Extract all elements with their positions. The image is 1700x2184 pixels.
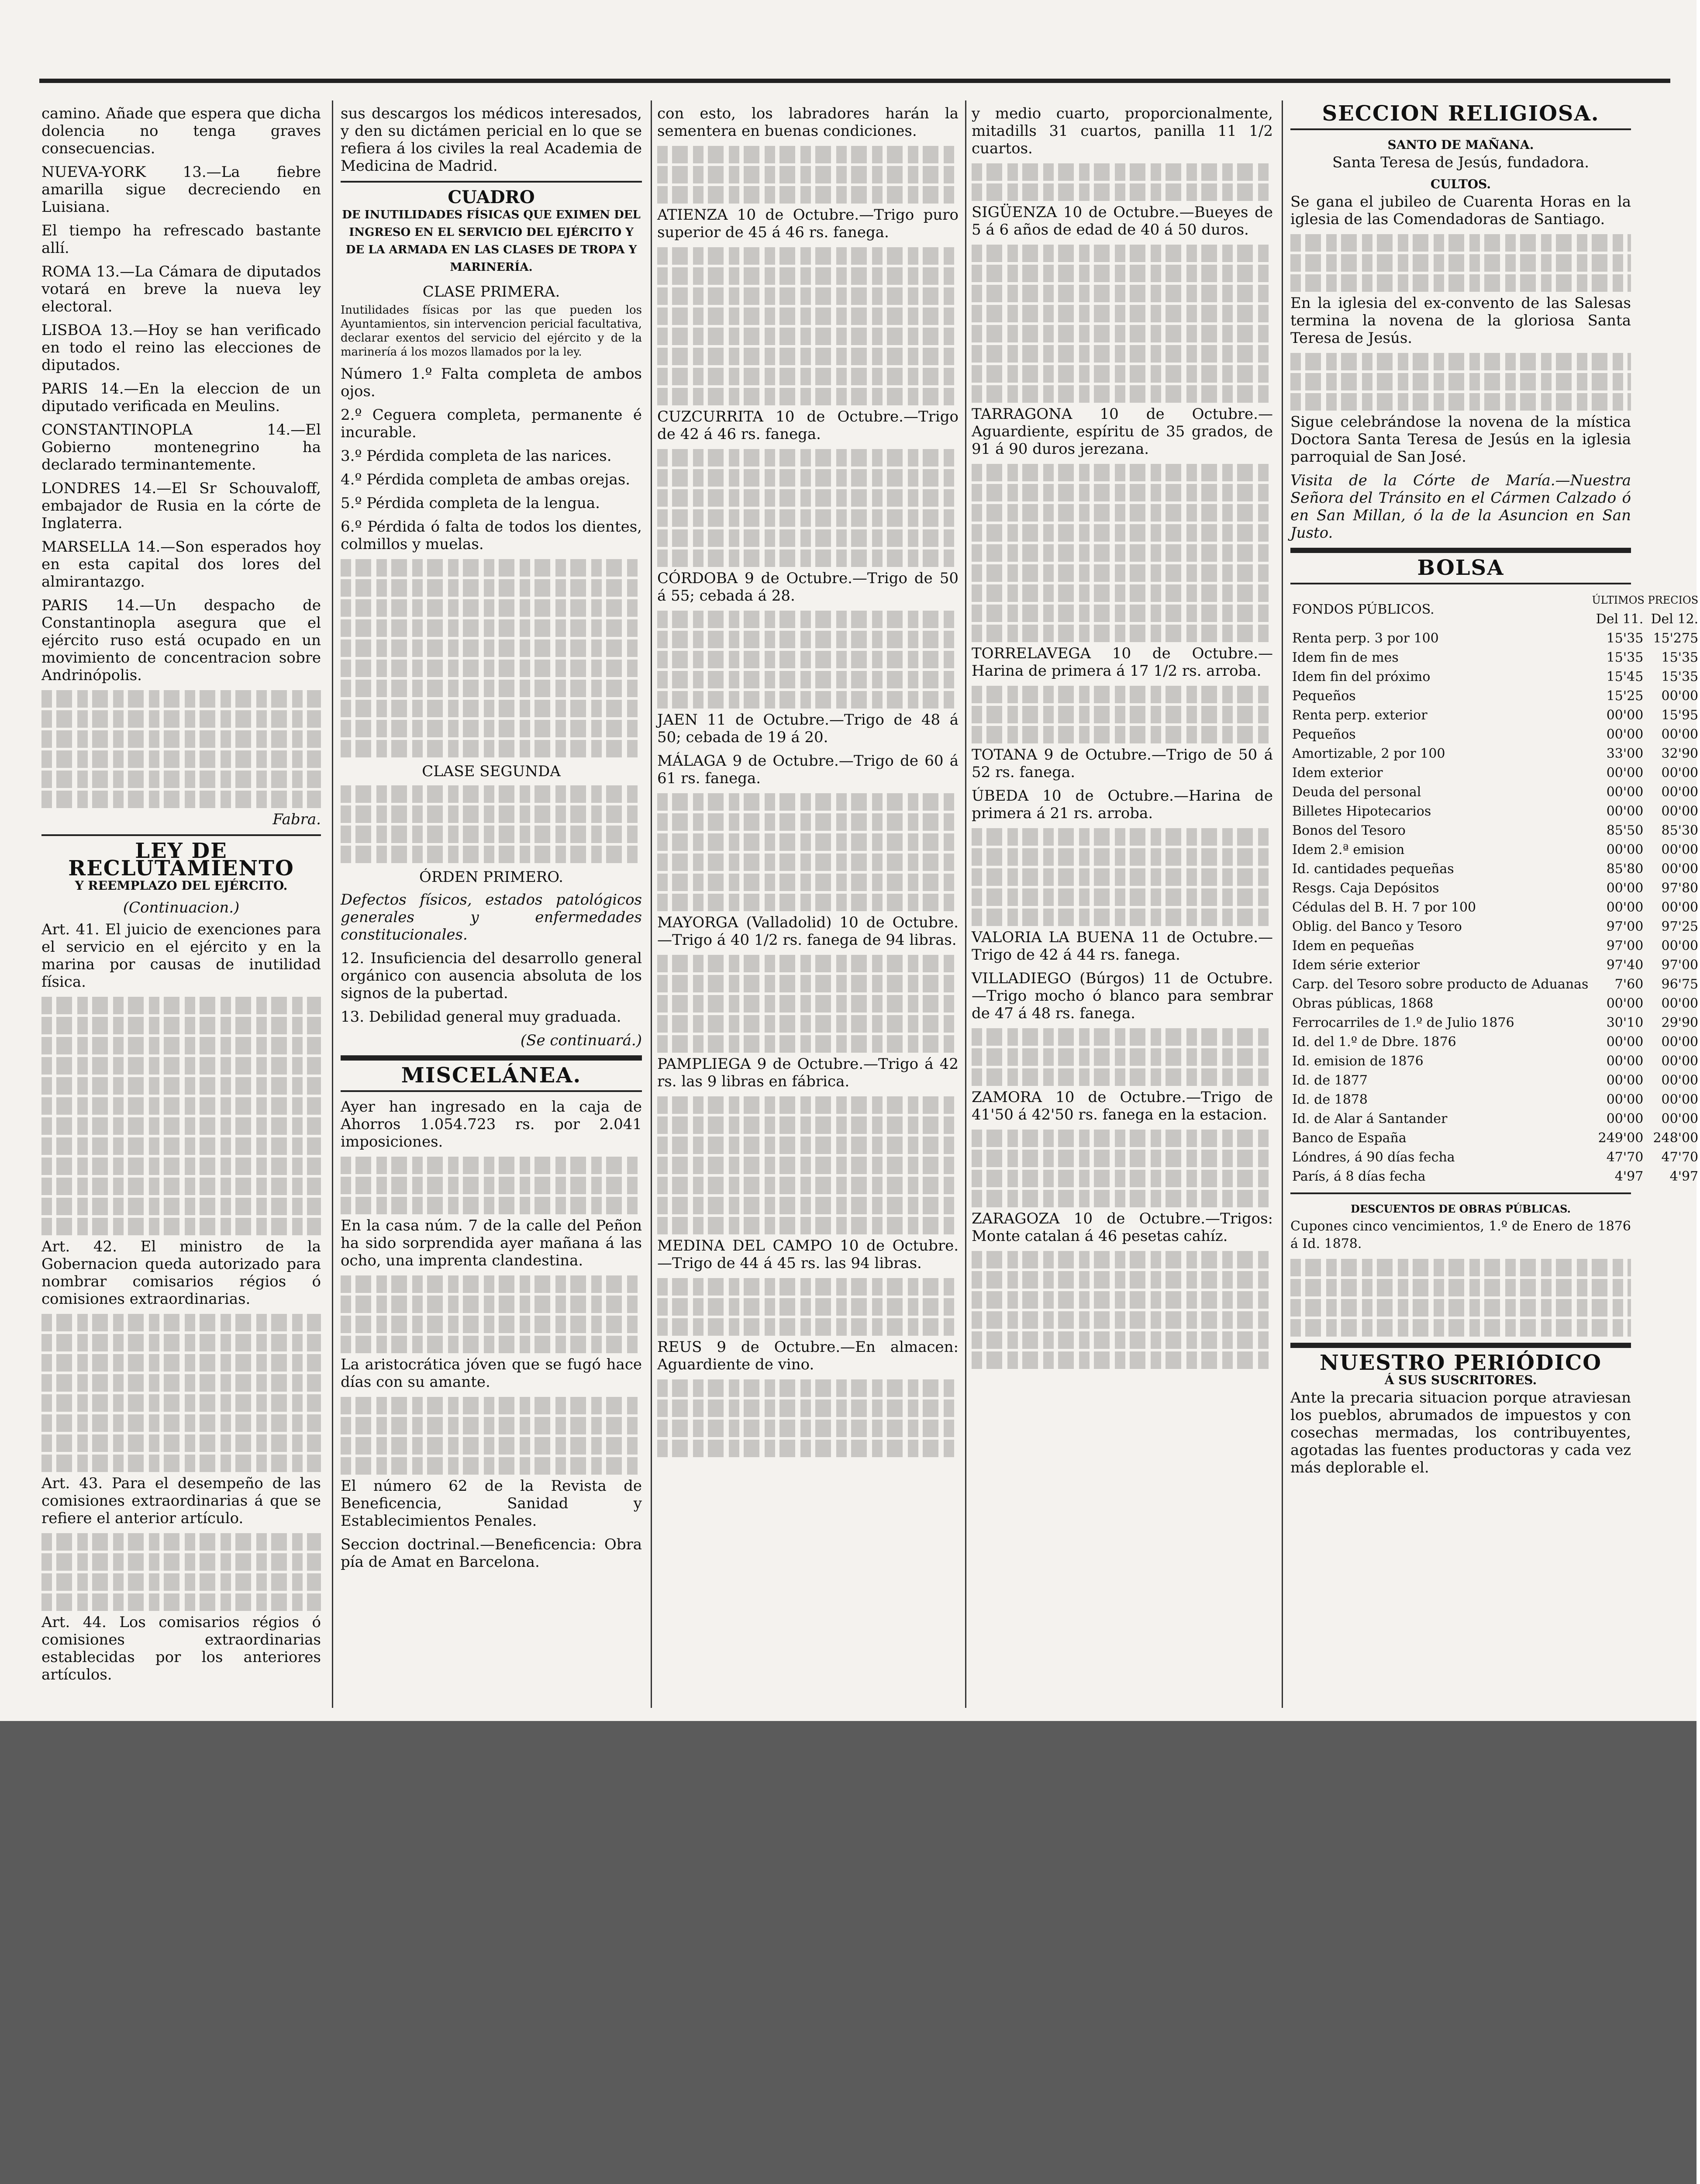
- divider: [1290, 128, 1631, 130]
- text-block: [341, 785, 642, 863]
- stock-price: 97'00: [1606, 919, 1644, 934]
- list-item: 5.º Pérdida completa de la lengua.: [341, 494, 600, 512]
- table-row: [1290, 1129, 1700, 1148]
- table-row: [1290, 898, 1700, 917]
- continuation-note: (Continuacion.): [123, 899, 240, 916]
- stock-price: 97'25: [1661, 919, 1699, 934]
- stock-name: Resgs. Caja Depósitos: [1292, 881, 1439, 896]
- text-block: [657, 1096, 959, 1234]
- text-block: [972, 464, 1273, 642]
- stock-name: Idem 2.ª emision: [1292, 842, 1405, 857]
- paragraph: sus descargos los médicos interesados, y den su dictámen pericial en lo que se refiera á los civiles la real Academia de Medicina de Madrid.: [341, 105, 642, 175]
- stock-price: 248'00: [1653, 1130, 1699, 1146]
- subheading: SANTO DE MAÑANA.: [1387, 138, 1534, 152]
- text-block: [657, 793, 959, 911]
- list-item: 3.º Pérdida completa de las narices.: [341, 447, 612, 465]
- news-item: MARSELLA 14.—Son esperados hoy en esta capital dos lores del almirantazgo.: [41, 538, 321, 591]
- table-row: [1290, 956, 1700, 975]
- paragraph: y medio cuarto, proporcionalmente, mitadills 31 cuartos, panilla 11 1/2 cuartos.: [972, 105, 1273, 157]
- news-item: LONDRES 14.—El Sr Schouvaloff, embajador de Rusia en la córte de Inglaterra.: [41, 480, 321, 532]
- stock-price: 00'00: [1606, 900, 1644, 915]
- stock-price: 00'00: [1606, 784, 1644, 800]
- text-block: [41, 1533, 321, 1611]
- note: Inutilidades físicas por las que pueden los Ayuntamientos, sin intervencion pericial facultativa, declarar exentos del servicio del ejército y de la marinería á los mozos llamados por la ley.: [341, 304, 642, 359]
- section-subtitle: DE INUTILIDADES FÍSICAS QUE EXIMEN DEL INGRESO EN EL SERVICIO DEL EJÉRCITO Y DE LA ARMADA EN LAS CLASES DE TROPA Y MARINERÍA.: [342, 208, 641, 274]
- stock-price: 29'90: [1661, 1015, 1699, 1030]
- text-block: [972, 1251, 1273, 1369]
- top-rule: [39, 79, 1670, 83]
- stock-price: 00'00: [1606, 708, 1644, 723]
- stock-name: Pequeños: [1292, 688, 1356, 704]
- list-item: 4.º Pérdida completa de ambas orejas.: [341, 471, 631, 488]
- text-block: [972, 1130, 1273, 1207]
- table-row: [1290, 744, 1700, 764]
- divider: [341, 1055, 642, 1061]
- stock-name: Cédulas del B. H. 7 por 100: [1292, 900, 1476, 915]
- divider: [41, 834, 321, 836]
- table-row: [1290, 1167, 1700, 1186]
- divider: [341, 1090, 642, 1092]
- stock-price: 00'00: [1661, 804, 1699, 819]
- news-item: ROMA 13.—La Cámara de diputados votará en breve la nueva ley electoral.: [41, 263, 321, 315]
- table-row: [1290, 725, 1700, 744]
- stock-price: 00'00: [1606, 842, 1644, 857]
- paragraph: Ante la precaria situacion porque atraviesan los pueblos, abrumados de impuestos y con cosechas mermadas, los contribuyentes, agotadas las fuentes productoras y cada vez más deplorable el.: [1290, 1389, 1631, 1476]
- table-row: [1290, 917, 1700, 936]
- column-2: [341, 105, 642, 1704]
- divider: [1290, 548, 1631, 553]
- market-report: CÓRDOBA 9 de Octubre.—Trigo de 50 á 55; cebada á 28.: [657, 570, 959, 605]
- stock-price: 00'00: [1661, 1092, 1699, 1107]
- table-row: [1290, 629, 1700, 648]
- stock-price: 30'10: [1606, 1015, 1644, 1030]
- table-row: [1290, 1090, 1700, 1109]
- text-block: [341, 1157, 642, 1214]
- stock-table: [1290, 591, 1700, 1186]
- market-report: MEDINA DEL CAMPO 10 de Octubre.—Trigo de 44 á 45 rs. las 94 libras.: [657, 1237, 959, 1272]
- stock-price: 00'00: [1606, 881, 1644, 896]
- stock-name: Renta perp. 3 por 100: [1292, 631, 1439, 646]
- stock-price: 00'00: [1661, 727, 1699, 742]
- stock-name: Ferrocarriles de 1.º de Julio 1876: [1292, 1015, 1514, 1030]
- stock-price: 00'00: [1606, 765, 1644, 781]
- stock-price: 249'00: [1598, 1130, 1644, 1146]
- table-header: FONDOS PÚBLICOS.: [1292, 602, 1434, 617]
- table-row: [1290, 994, 1700, 1013]
- stock-name: Amortizable, 2 por 100: [1292, 746, 1445, 761]
- market-report: ZAMORA 10 de Octubre.—Trigo de 41'50 á 42'50 rs. fanega en la estacion.: [972, 1089, 1273, 1123]
- class-heading: CLASE PRIMERA.: [422, 283, 560, 301]
- divider: [341, 181, 642, 183]
- stock-price: 47'70: [1661, 1150, 1699, 1165]
- paragraph: El número 62 de la Revista de Beneficencia, Sanidad y Establecimientos Penales.: [341, 1477, 642, 1530]
- column-separator: [332, 100, 333, 1708]
- stock-name: Carp. del Tesoro sobre producto de Aduanas: [1292, 977, 1589, 992]
- market-report: MÁLAGA 9 de Octubre.—Trigo de 60 á 61 rs. fanega.: [657, 752, 959, 787]
- stock-price: 47'70: [1606, 1150, 1644, 1165]
- text-block: [657, 955, 959, 1053]
- table-row: [1290, 840, 1700, 860]
- text-block: [972, 828, 1273, 926]
- column-separator: [1282, 100, 1283, 1708]
- news-item: PARIS 14.—Un despacho de Constantinopla asegura que el ejército ruso está ocupado en un movimiento de concentracion sobre Andrinópolis.: [41, 597, 321, 684]
- column-5: [1290, 101, 1699, 1704]
- stock-name: Id. cantidades pequeñas: [1292, 861, 1454, 877]
- stock-price: 15'275: [1653, 631, 1699, 646]
- section-title: MISCELÁNEA.: [401, 1063, 582, 1088]
- paragraph: Ayer han ingresado en la caja de Ahorros 1.054.723 rs. por 2.041 imposiciones.: [341, 1098, 642, 1151]
- text-block: [657, 611, 959, 708]
- stock-price: 00'00: [1606, 727, 1644, 742]
- stock-name: Id. de 1878: [1292, 1092, 1368, 1107]
- stock-price: 15'35: [1661, 669, 1699, 684]
- section-title: SECCION RELIGIOSA.: [1322, 101, 1600, 126]
- stock-price: 00'00: [1606, 1073, 1644, 1088]
- text-block: [41, 1314, 321, 1472]
- stock-price: 85'50: [1606, 823, 1644, 838]
- stock-name: Idem fin de mes: [1292, 650, 1399, 665]
- text-block: [657, 1278, 959, 1336]
- stock-name: Idem en pequeñas: [1292, 938, 1414, 954]
- stock-price: 00'00: [1606, 1034, 1644, 1050]
- paragraph: con esto, los labradores harán la sementera en buenas condiciones.: [657, 105, 959, 140]
- signature: Fabra.: [272, 811, 321, 828]
- table-row: [1290, 667, 1700, 687]
- column-separator: [965, 100, 966, 1708]
- continuation-note: (Se continuará.): [520, 1032, 642, 1049]
- list-item: 6.º Pérdida ó falta de todos los dientes, colmillos y muelas.: [341, 518, 642, 553]
- stock-name: Lóndres, á 90 días fecha: [1292, 1150, 1455, 1165]
- divider: [1290, 1343, 1631, 1348]
- market-report: MAYORGA (Valladolid) 10 de Octubre.—Trigo á 40 1/2 rs. fanega de 94 libras.: [657, 914, 959, 949]
- market-report: ATIENZA 10 de Octubre.—Trigo puro superior de 45 á 46 rs. fanega.: [657, 206, 959, 241]
- market-report: REUS 9 de Octubre.—En almacen: Aguardiente de vino.: [657, 1338, 959, 1373]
- paragraph: Visita de la Córte de María.—Nuestra Señora del Tránsito en el Cármen Calzado ó en San Millan, ó la de la Asuncion en San Justo.: [1290, 472, 1631, 542]
- market-report: VILLADIEGO (Búrgos) 11 de Octubre.—Trigo mocho ó blanco para sembrar de 47 á 48 rs. fanega.: [972, 970, 1273, 1022]
- table-row: [1290, 1013, 1700, 1033]
- market-report: TORRELAVEGA 10 de Octubre.—Harina de primera á 17 1/2 rs. arroba.: [972, 645, 1273, 680]
- text-block: [1290, 234, 1631, 292]
- paragraph: Sigue celebrándose la novena de la mística Doctora Santa Teresa de Jesús en la iglesia parroquial de San José.: [1290, 413, 1631, 466]
- table-row: [1290, 648, 1700, 667]
- stock-price: 00'00: [1661, 1054, 1699, 1069]
- stock-price: 15'35: [1606, 650, 1644, 665]
- column-separator: [651, 100, 652, 1708]
- market-report: PAMPLIEGA 9 de Octubre.—Trigo á 42 rs. las 9 libras en fábrica.: [657, 1055, 959, 1090]
- market-report: CUZCURRITA 10 de Octubre.—Trigo de 42 á 46 rs. fanega.: [657, 408, 959, 443]
- stock-price: 97'80: [1661, 881, 1699, 896]
- subheading: CULTOS.: [1430, 177, 1491, 191]
- paragraph: Cupones cinco vencimientos, 1.º de Enero de 1876 á Id. 1878.: [1290, 1219, 1631, 1251]
- stock-price: 4'97: [1614, 1169, 1644, 1184]
- news-item: camino. Añade que espera que dicha dolencia no tenga graves consecuencias.: [41, 105, 321, 157]
- table-row: [1290, 802, 1700, 821]
- stock-price: 15'25: [1606, 688, 1644, 704]
- table-row: [1290, 1052, 1700, 1071]
- stock-price: 15'35: [1661, 650, 1699, 665]
- divider: [1290, 583, 1631, 584]
- stock-price: 00'00: [1661, 900, 1699, 915]
- stock-price: 15'35: [1606, 631, 1644, 646]
- article: Art. 42. El ministro de la Gobernacion queda autorizado para nombrar comisarios régios ó comisiones extraordinarias.: [41, 1238, 321, 1308]
- news-item: CONSTANTINOPLA 14.—El Gobierno montenegrino ha declarado terminantemente.: [41, 421, 321, 473]
- table-row: [1290, 1071, 1700, 1090]
- news-item: NUEVA-YORK 13.—La fiebre amarilla sigue decreciendo en Luisiana.: [41, 163, 321, 216]
- section-title: NUESTRO PERIÓDICO: [1319, 1351, 1602, 1375]
- paragraph: Se gana el jubileo de Cuarenta Horas en la iglesia de las Comendadoras de Santiago.: [1290, 193, 1631, 228]
- table-row: [1290, 821, 1700, 840]
- divider: [1290, 1192, 1631, 1194]
- text-block: [41, 690, 321, 808]
- order-subtitle: Defectos físicos, estados patológicos generales y enfermedades constitucionales.: [341, 891, 642, 943]
- section-title: BOLSA: [1417, 556, 1504, 580]
- paragraph: La aristocrática jóven que se fugó hace días con su amante.: [341, 1356, 642, 1391]
- stock-price: 85'80: [1606, 861, 1644, 877]
- stock-name: Bonos del Tesoro: [1292, 823, 1406, 838]
- scan-background: [0, 1721, 1697, 2184]
- article: Art. 44. Los comisarios régios ó comisiones extraordinarias establecidas por los anteriores artículos.: [41, 1614, 321, 1683]
- stock-name: Idem exterior: [1292, 765, 1383, 781]
- news-item: El tiempo ha refrescado bastante allí.: [41, 222, 321, 257]
- column-4: [972, 105, 1273, 1704]
- table-header: Del 12.: [1651, 612, 1699, 627]
- section-subtitle: Á SUS SUSCRITORES.: [1384, 1373, 1537, 1387]
- stock-price: 00'00: [1661, 1034, 1699, 1050]
- market-report: ÚBEDA 10 de Octubre.—Harina de primera á 21 rs. arroba.: [972, 787, 1273, 822]
- stock-price: 97'00: [1606, 938, 1644, 954]
- text-block: [972, 245, 1273, 403]
- column-1: [41, 105, 321, 1704]
- stock-price: 32'90: [1661, 746, 1699, 761]
- list-item: Número 1.º Falta completa de ambos ojos.: [341, 365, 642, 400]
- stock-name: Id. emision de 1876: [1292, 1054, 1424, 1069]
- table-header: ÚLTIMOS PRECIOS: [1592, 594, 1699, 606]
- text-block: [657, 247, 959, 405]
- table-row: [1290, 706, 1700, 725]
- text-block: [41, 997, 321, 1235]
- subheading: DESCUENTOS DE OBRAS PÚBLICAS.: [1351, 1203, 1571, 1215]
- market-report: TARRAGONA 10 de Octubre.—Aguardiente, espíritu de 35 grados, de 91 á 90 duros jerezana.: [972, 405, 1273, 458]
- market-report: VALORIA LA BUENA 11 de Octubre.—Trigo de 42 á 44 rs. fanega.: [972, 929, 1273, 964]
- section-title: LEY DE RECLUTAMIENTO: [68, 839, 294, 881]
- stock-name: Id. del 1.º de Dbre. 1876: [1292, 1034, 1456, 1050]
- stock-name: Idem série exterior: [1292, 957, 1420, 973]
- text-block: [1290, 353, 1631, 411]
- text-block: [657, 449, 959, 567]
- text-block: [657, 146, 959, 204]
- stock-price: 96'75: [1661, 977, 1699, 992]
- market-report: TOTANA 9 de Octubre.—Trigo de 50 á 52 rs. fanega.: [972, 746, 1273, 781]
- paragraph: En la iglesia del ex-convento de las Salesas termina la novena de la gloriosa Santa Teresa de Jesús.: [1290, 294, 1631, 347]
- stock-name: Id. de Alar á Santander: [1292, 1111, 1448, 1127]
- stock-name: Oblig. del Banco y Tesoro: [1292, 919, 1462, 934]
- stock-name: Banco de España: [1292, 1130, 1407, 1146]
- list-item: 12. Insuficiencia del desarrollo general orgánico con ausencia absoluta de los signos de la pubertad.: [341, 950, 642, 1002]
- table-row: [1290, 860, 1700, 879]
- table-row: [1290, 879, 1700, 898]
- news-item: PARIS 14.—En la eleccion de un diputado verificada en Meulins.: [41, 380, 321, 415]
- class-heading: CLASE SEGUNDA: [422, 763, 561, 780]
- stock-price: 00'00: [1606, 1092, 1644, 1107]
- stock-price: 4'97: [1669, 1169, 1699, 1184]
- section-title: CUADRO: [448, 187, 535, 207]
- stock-price: 00'00: [1661, 996, 1699, 1011]
- table-row: [1290, 687, 1700, 706]
- stock-price: 00'00: [1606, 1054, 1644, 1069]
- list-item: 2.º Ceguera completa, permanente é incurable.: [341, 406, 642, 441]
- table-row: [1290, 936, 1700, 956]
- stock-price: 15'45: [1606, 669, 1644, 684]
- stock-price: 15'95: [1661, 708, 1699, 723]
- stock-price: 00'00: [1606, 996, 1644, 1011]
- stock-price: 00'00: [1661, 784, 1699, 800]
- text-block: [972, 163, 1273, 201]
- table-row: [1290, 783, 1700, 802]
- text-block: [341, 1275, 642, 1353]
- section-subtitle: Y REEMPLAZO DEL EJÉRCITO.: [75, 878, 288, 893]
- text-block: [972, 686, 1273, 743]
- stock-price: 00'00: [1661, 842, 1699, 857]
- stock-price: 85'30: [1661, 823, 1699, 838]
- saint-of-day: Santa Teresa de Jesús, fundadora.: [1332, 154, 1590, 171]
- stock-price: 00'00: [1661, 688, 1699, 704]
- stock-name: París, á 8 días fecha: [1292, 1169, 1426, 1184]
- table-row: [1290, 1148, 1700, 1167]
- text-block: [341, 1397, 642, 1475]
- stock-price: 97'00: [1661, 957, 1699, 973]
- paragraph: Seccion doctrinal.—Beneficencia: Obra pía de Amat en Barcelona.: [341, 1536, 642, 1571]
- text-block: [657, 1379, 959, 1457]
- stock-price: 00'00: [1661, 938, 1699, 954]
- news-item: LISBOA 13.—Hoy se han verificado en todo el reino las elecciones de diputados.: [41, 321, 321, 374]
- stock-price: 7'60: [1614, 977, 1644, 992]
- stock-price: 00'00: [1606, 1111, 1644, 1127]
- text-block: [341, 559, 642, 757]
- stock-name: Obras públicas, 1868: [1292, 996, 1434, 1011]
- stock-price: 00'00: [1661, 1073, 1699, 1088]
- market-report: JAEN 11 de Octubre.—Trigo de 48 á 50; cebada de 19 á 20.: [657, 711, 959, 746]
- text-block: [972, 1028, 1273, 1086]
- column-3: [657, 105, 959, 1704]
- article: Art. 43. Para el desempeño de las comisiones extraordinarias á que se refiere el anterior artículo.: [41, 1475, 321, 1527]
- text-block: [1290, 1259, 1631, 1337]
- stock-name: Id. de 1877: [1292, 1073, 1368, 1088]
- table-row: [1290, 1109, 1700, 1129]
- market-report: SIGÜENZA 10 de Octubre.—Bueyes de 5 á 6 años de edad de 40 á 50 duros.: [972, 204, 1273, 238]
- stock-price: 33'00: [1606, 746, 1644, 761]
- stock-name: Billetes Hipotecarios: [1292, 804, 1431, 819]
- stock-name: Deuda del personal: [1292, 784, 1421, 800]
- stock-name: Pequeños: [1292, 727, 1356, 742]
- article: Art. 41. El juicio de exenciones para el servicio en el ejército y en la marina por causas de inutilidad física.: [41, 921, 321, 991]
- table-row: [1290, 975, 1700, 994]
- stock-price: 00'00: [1661, 1111, 1699, 1127]
- stock-price: 00'00: [1661, 765, 1699, 781]
- order-heading: ÓRDEN PRIMERO.: [419, 868, 563, 886]
- market-report: ZARAGOZA 10 de Octubre.—Trigos: Monte catalan á 46 pesetas cahíz.: [972, 1210, 1273, 1245]
- stock-price: 00'00: [1606, 804, 1644, 819]
- paragraph: En la casa núm. 7 de la calle del Peñon ha sido sorprendida ayer mañana á las ocho, una imprenta clandestina.: [341, 1217, 642, 1269]
- stock-name: Idem fin del próximo: [1292, 669, 1431, 684]
- table-header: Del 11.: [1596, 612, 1644, 627]
- stock-name: Renta perp. exterior: [1292, 708, 1428, 723]
- stock-price: 00'00: [1661, 861, 1699, 877]
- table-row: [1290, 1033, 1700, 1052]
- list-item: 13. Debilidad general muy graduada.: [341, 1008, 621, 1026]
- stock-price: 97'40: [1606, 957, 1644, 973]
- table-row: [1290, 764, 1700, 783]
